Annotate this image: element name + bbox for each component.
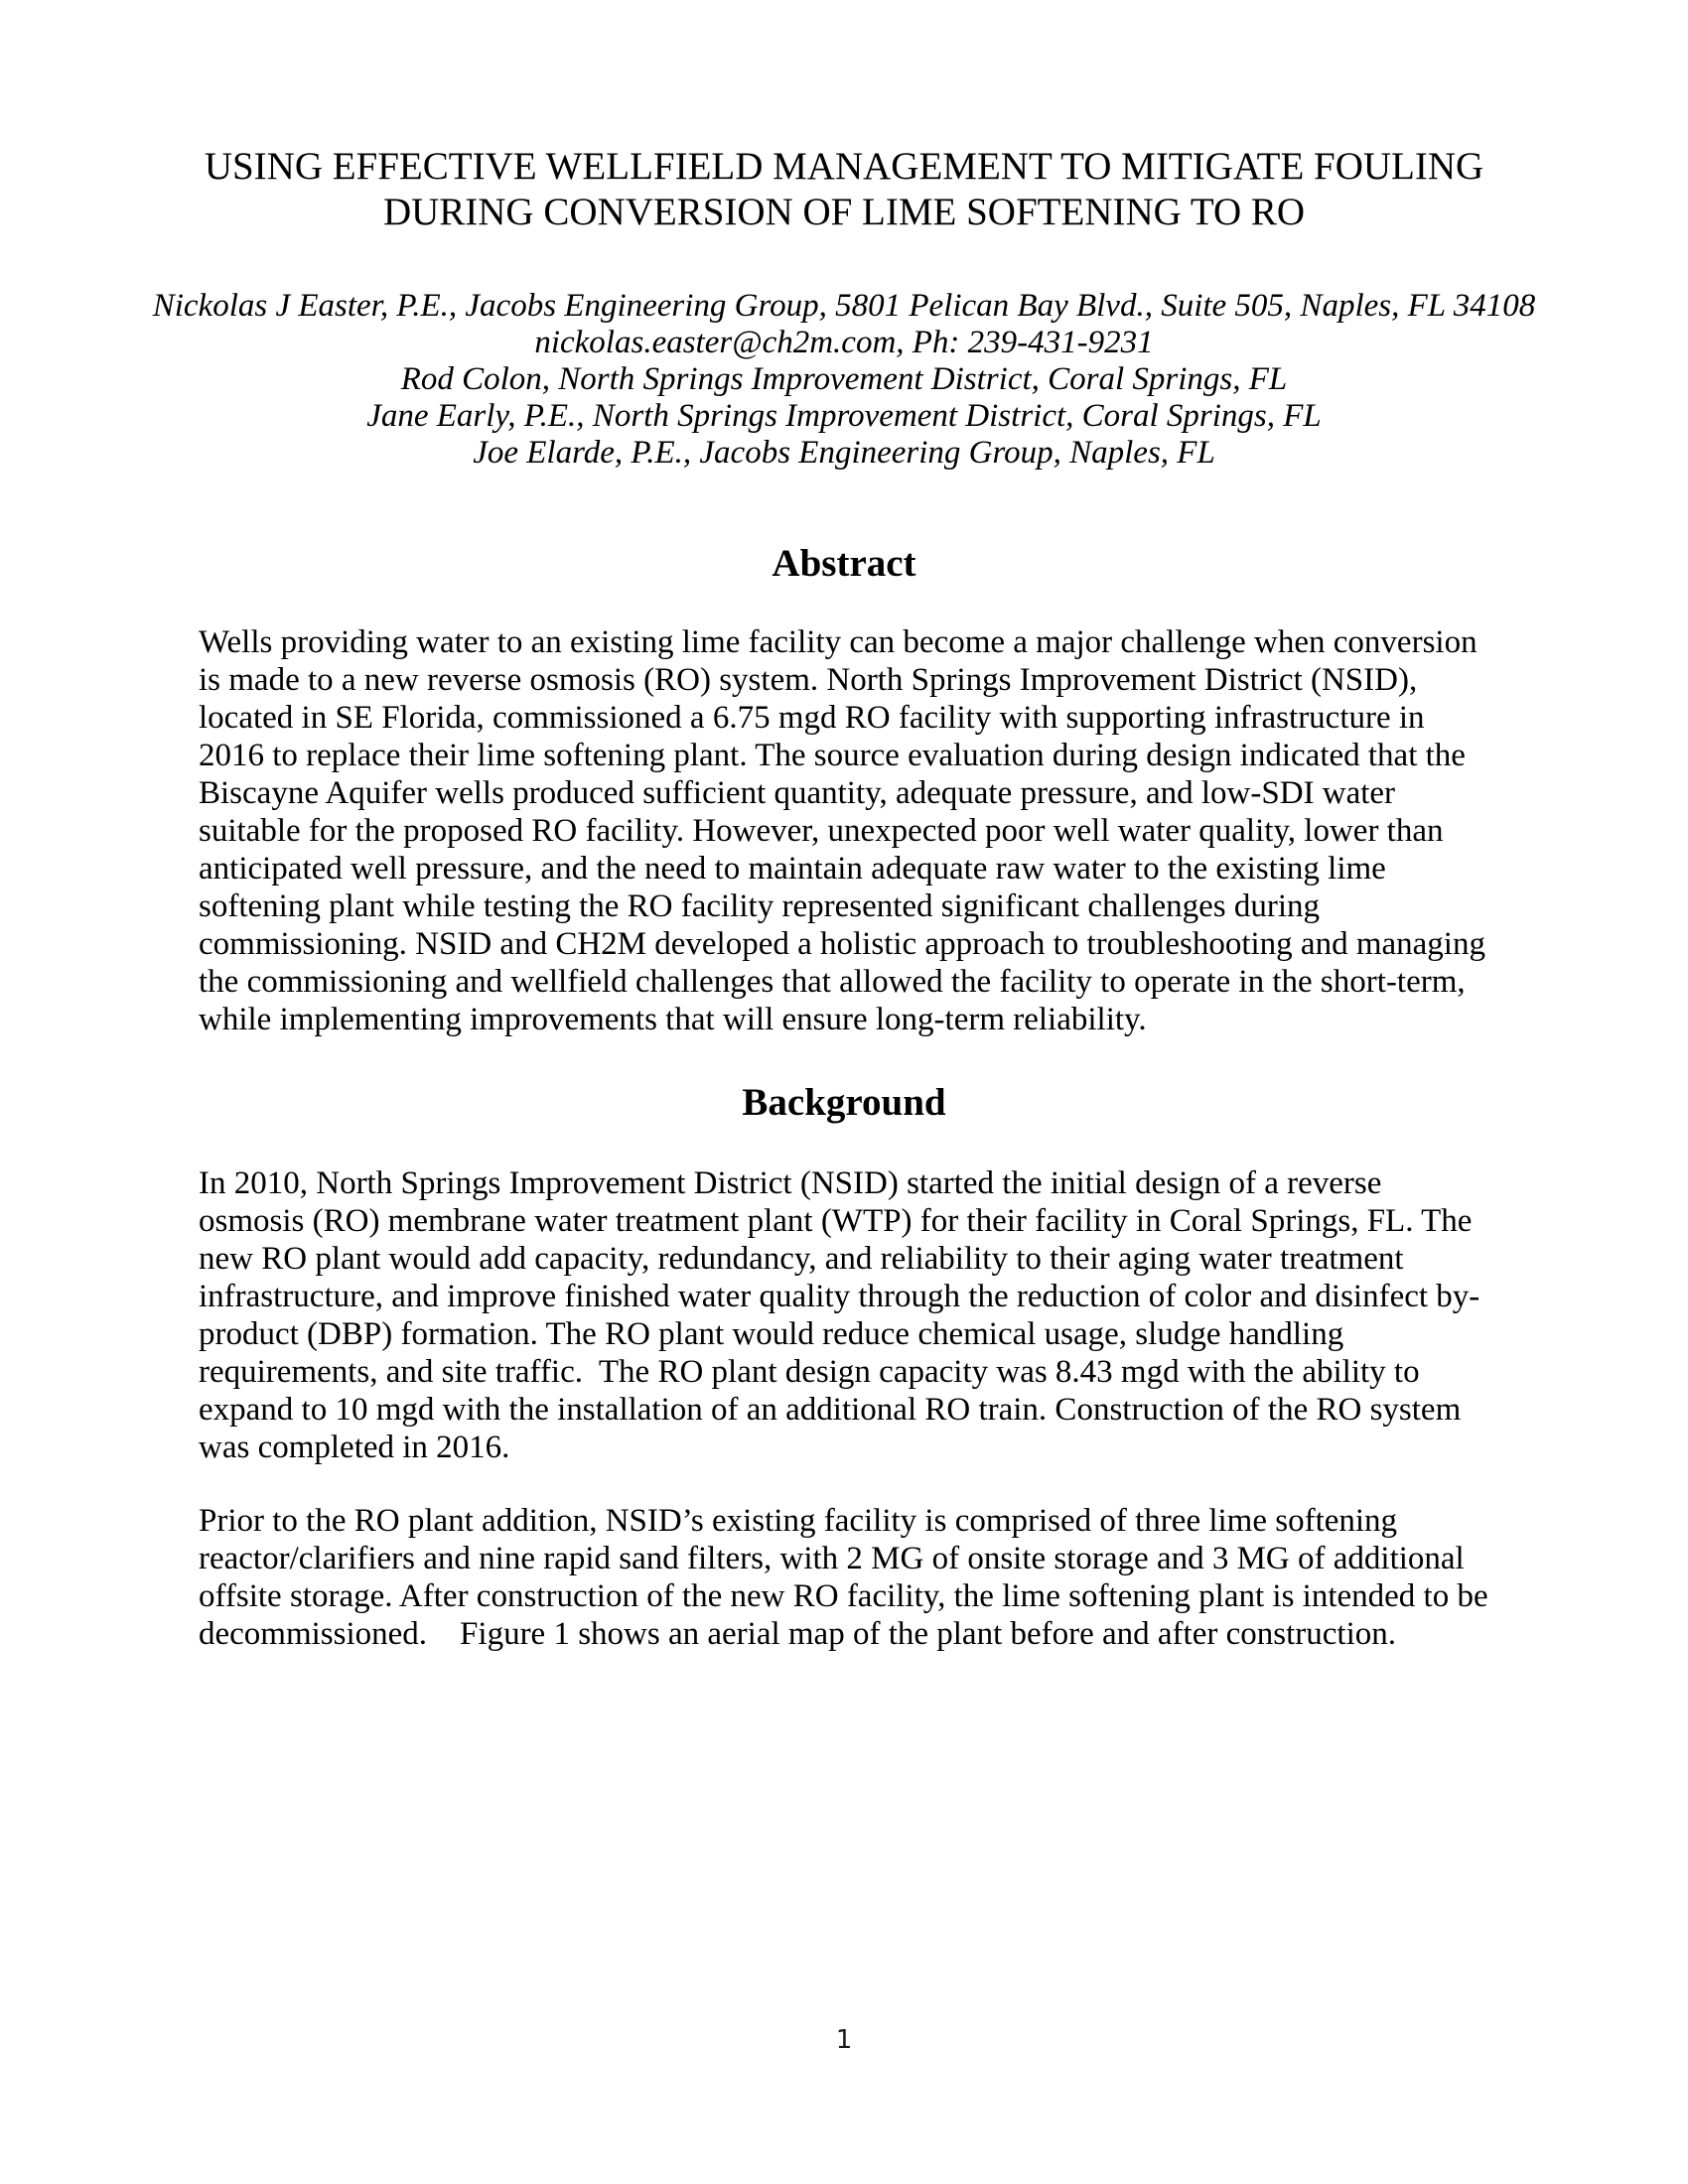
- paper-title-line1: USING EFFECTIVE WELLFIELD MANAGEMENT TO MITIGATE FOULING: [204, 145, 1484, 188]
- page-number: 1: [835, 2025, 853, 2055]
- author-line-2: Rod Colon, North Springs Improvement District, Coral Springs, FL: [400, 361, 1288, 397]
- author-contact-line: nickolas.easter@ch2m.com, Ph: 239-431-9231: [534, 325, 1154, 360]
- background-paragraph-2: Prior to the RO plant addition, NSID’s existing facility is comprised of three lime softening reactor/clarifiers and nine rapid sand filters, with 2 MG of onsite storage and 3 MG of additional offsite storage. After construction of the new RO facility, the lime softening plant is intended to be decommissioned. Figure 1 shows an aerial map of the plant before and after construction.: [199, 1503, 1496, 1652]
- abstract-paragraph: Wells providing water to an existing lime facility can become a major challenge when conversion is made to a new reverse osmosis (RO) system. North Springs Improvement District (NSID), located in SE Florida, commissioned a 6.75 mgd RO facility with supporting infrastructure in 2016 to replace their lime softening plant. The source evaluation during design indicated that the Biscayne Aquifer wells produced sufficient quantity, adequate pressure, and low-SDI water suitable for the proposed RO facility. However, unexpected poor well water quality, lower than anticipated well pressure, and the need to maintain adequate raw water to the existing lime softening plant while testing the RO facility represented significant challenges during commissioning. NSID and CH2M developed a holistic approach to troubleshooting and managing the commissioning and wellfield challenges that allowed the facility to operate in the short-term, while implementing improvements that will ensure long-term reliability.: [199, 624, 1494, 1037]
- paper-title-line2: DURING CONVERSION OF LIME SOFTENING TO RO: [382, 191, 1306, 233]
- paper-title: [99, 144, 1589, 235]
- background-paragraph-1: In 2010, North Springs Improvement District (NSID) started the initial design of a reverse osmosis (RO) membrane water treatment plant (WTP) for their facility in Coral Springs, FL. The new RO plant would add capacity, redundancy, and reliability to their aging water treatment infrastructure, and improve finished water quality through the reduction of color and disinfect by-product (DBP) formation. The RO plant would reduce chemical usage, sludge handling requirements, and site traffic. The RO plant design capacity was 8.43 mgd with the ability to expand to 10 mgd with the installation of an additional RO train. Construction of the RO system was completed in 2016.: [199, 1165, 1480, 1465]
- author-line-4: Joe Elarde, P.E., Jacobs Engineering Group, Naples, FL: [473, 435, 1215, 471]
- background-heading: Background: [742, 1081, 946, 1124]
- author-line-1: Nickolas J Easter, P.E., Jacobs Engineering Group, 5801 Pelican Bay Blvd., Suite 505, Naples, FL 34108: [152, 288, 1536, 324]
- abstract-heading: Abstract: [772, 542, 916, 585]
- author-block: [89, 288, 1599, 472]
- author-line-3: Jane Early, P.E., North Springs Improvement District, Coral Springs, FL: [366, 398, 1322, 434]
